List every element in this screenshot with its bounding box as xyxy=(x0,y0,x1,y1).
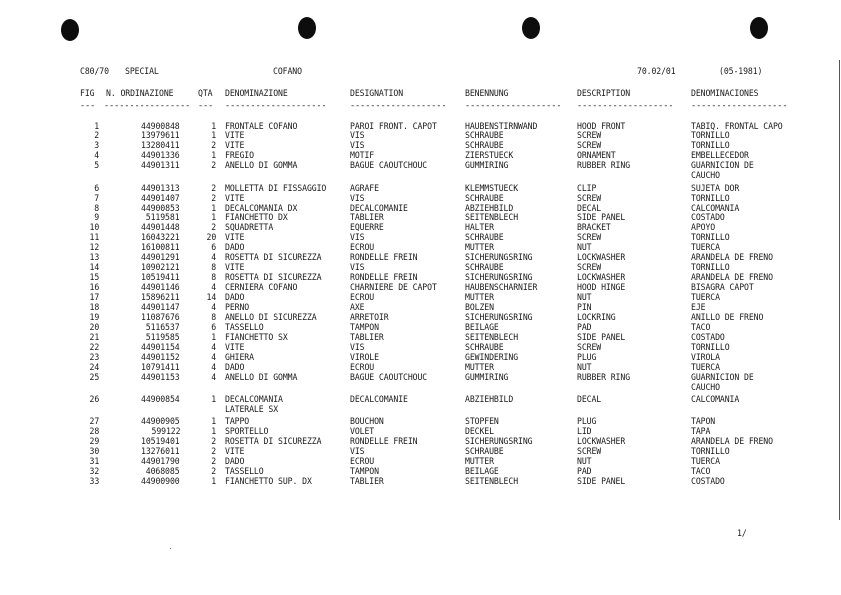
spanish-name: TUERCA xyxy=(691,243,720,253)
fig-number: 17 xyxy=(89,293,99,303)
italian-name: MOLLETTA DI FISSAGGIO xyxy=(225,184,327,194)
english-name: PLUG xyxy=(577,353,597,363)
italian-name: FIANCHETTO SUP. DX xyxy=(225,477,312,487)
english-name: DECAL xyxy=(577,204,602,214)
part-number: 44901146 xyxy=(141,283,180,293)
quantity: 2 xyxy=(211,141,216,151)
english-name: SCREW xyxy=(577,343,602,353)
french-name: VIS xyxy=(350,263,365,273)
italian-name: DECALCOMANIA xyxy=(225,395,283,405)
model-code: C80/70 xyxy=(80,67,109,77)
german-name: GUMMIRING xyxy=(465,161,509,171)
english-name: RUBBER RING xyxy=(577,161,631,171)
english-name: SCREW xyxy=(577,233,602,243)
italian-name: DADO xyxy=(225,363,245,373)
english-name: HOOD HINGE xyxy=(577,283,626,293)
italian-name: FRONTALE COFANO xyxy=(225,122,298,132)
part-number: 10902121 xyxy=(141,263,180,273)
french-name: MOTIF xyxy=(350,151,375,161)
french-name: ECROU xyxy=(350,243,375,253)
german-name: BEILAGE xyxy=(465,323,499,333)
quantity: 1 xyxy=(211,395,216,405)
quantity: 1 xyxy=(211,213,216,223)
italian-name: ANELLO DI SICUREZZA xyxy=(225,313,317,323)
quantity: 4 xyxy=(211,363,216,373)
english-name: SCREW xyxy=(577,141,602,151)
german-name: MUTTER xyxy=(465,457,494,467)
english-name: DECAL xyxy=(577,395,602,405)
spanish-name: TABIQ. FRONTAL CAPO xyxy=(691,122,783,132)
spanish-name: SUJETA DOR xyxy=(691,184,740,194)
spanish-name: COSTADO xyxy=(691,213,725,223)
french-name: ECROU xyxy=(350,293,375,303)
spanish-name: BISAGRA CAPOT xyxy=(691,283,754,293)
german-name: SCHRAUBE xyxy=(465,194,504,204)
col-italian: DENOMINAZIONE xyxy=(225,89,288,99)
quantity: 1 xyxy=(211,427,216,437)
quantity: 2 xyxy=(211,161,216,171)
italian-name: TAPPO xyxy=(225,417,250,427)
italian-name: VITE xyxy=(225,131,245,141)
quantity: 2 xyxy=(211,467,216,477)
fig-number: 1 xyxy=(94,122,99,132)
french-name: TAMPON xyxy=(350,467,379,477)
german-name: SICHERUNGSRING xyxy=(465,313,533,323)
quantity: 1 xyxy=(211,151,216,161)
italian-name: FIANCHETTO SX xyxy=(225,333,288,343)
italian-name: DADO xyxy=(225,457,245,467)
italian-name: ANELLO DI GOMMA xyxy=(225,373,298,383)
fig-number: 8 xyxy=(94,204,99,214)
english-name: LOCKWASHER xyxy=(577,437,626,447)
spanish-name-continued: CAUCHO xyxy=(691,383,720,393)
quantity: 2 xyxy=(211,447,216,457)
spanish-name: TACO xyxy=(691,323,711,333)
part-number: 44901790 xyxy=(141,457,180,467)
part-number: 4068085 xyxy=(146,467,180,477)
italian-name: SQUADRETTA xyxy=(225,223,274,233)
part-number: 44900900 xyxy=(141,477,180,487)
fig-number: 3 xyxy=(94,141,99,151)
german-name: KLEMMSTUECK xyxy=(465,184,519,194)
fig-number: 31 xyxy=(89,457,99,467)
quantity: 2 xyxy=(211,437,216,447)
punch-hole-1 xyxy=(61,19,79,41)
french-name: BOUCHON xyxy=(350,417,384,427)
italian-name: PERNO xyxy=(225,303,250,313)
fig-number: 11 xyxy=(89,233,99,243)
german-name: ZIERSTUECK xyxy=(465,151,514,161)
part-number: 13979611 xyxy=(141,131,180,141)
english-name: LOCKWASHER xyxy=(577,273,626,283)
french-name: ECROU xyxy=(350,363,375,373)
french-name: VIS xyxy=(350,131,365,141)
fig-number: 16 xyxy=(89,283,99,293)
french-name: TABLIER xyxy=(350,213,384,223)
spanish-name: VIROLA xyxy=(691,353,720,363)
quantity: 4 xyxy=(211,373,216,383)
quantity: 4 xyxy=(211,253,216,263)
spanish-name: TORNILLO xyxy=(691,194,730,204)
rule-english: ------------------- xyxy=(577,101,674,111)
spanish-name: GUARNICION DE xyxy=(691,161,754,171)
italian-name: VITE xyxy=(225,343,245,353)
quantity: 8 xyxy=(211,273,216,283)
english-name: PLUG xyxy=(577,417,597,427)
french-name: ECROU xyxy=(350,457,375,467)
group-code: 70.02/01 xyxy=(637,67,676,77)
english-name: NUT xyxy=(577,457,592,467)
fig-number: 26 xyxy=(89,395,99,405)
italian-name: TASSELLO xyxy=(225,467,264,477)
fig-number: 4 xyxy=(94,151,99,161)
english-name: NUT xyxy=(577,363,592,373)
fig-number: 14 xyxy=(89,263,99,273)
part-number: 5119581 xyxy=(146,213,180,223)
german-name: SICHERUNGSRING xyxy=(465,273,533,283)
spanish-name: ANILLO DE FRENO xyxy=(691,313,764,323)
part-number: 44901407 xyxy=(141,194,180,204)
spanish-name: COSTADO xyxy=(691,333,725,343)
part-number: 44901313 xyxy=(141,184,180,194)
german-name: SCHRAUBE xyxy=(465,233,504,243)
english-name: RUBBER RING xyxy=(577,373,631,383)
quantity: 2 xyxy=(211,223,216,233)
quantity: 8 xyxy=(211,263,216,273)
special-label: SPECIAL xyxy=(125,67,159,77)
fig-number: 32 xyxy=(89,467,99,477)
german-name: BEILAGE xyxy=(465,467,499,477)
fig-number: 15 xyxy=(89,273,99,283)
german-name: SICHERUNGSRING xyxy=(465,253,533,263)
english-name: LID xyxy=(577,427,592,437)
punch-hole-3 xyxy=(522,17,540,39)
french-name: DECALCOMANIE xyxy=(350,395,408,405)
italian-name: VITE xyxy=(225,141,245,151)
punch-hole-2 xyxy=(298,17,316,39)
english-name: SIDE PANEL xyxy=(577,333,626,343)
english-name: BRACKET xyxy=(577,223,611,233)
quantity: 1 xyxy=(211,131,216,141)
part-number: 44901448 xyxy=(141,223,180,233)
rule-quantity: --- xyxy=(198,101,214,111)
fig-number: 6 xyxy=(94,184,99,194)
fig-number: 9 xyxy=(94,213,99,223)
rule-german: ------------------- xyxy=(465,101,562,111)
rule-part-number: ----------------- xyxy=(104,101,191,111)
german-name: HAUBENSTIRNWAND xyxy=(465,122,538,132)
spanish-name: GUARNICION DE xyxy=(691,373,754,383)
part-number: 15896211 xyxy=(141,293,180,303)
part-number: 16100811 xyxy=(141,243,180,253)
english-name: SCREW xyxy=(577,447,602,457)
french-name: EQUERRE xyxy=(350,223,384,233)
col-quantity: QTA xyxy=(198,89,213,99)
rule-french: ------------------- xyxy=(350,101,447,111)
fig-number: 23 xyxy=(89,353,99,363)
italian-name: VITE xyxy=(225,447,245,457)
french-name: CHARNIERE DE CAPOT xyxy=(350,283,437,293)
spanish-name: TORNILLO xyxy=(691,263,730,273)
english-name: PAD xyxy=(577,323,592,333)
quantity: 1 xyxy=(211,333,216,343)
german-name: HALTER xyxy=(465,223,494,233)
german-name: BOLZEN xyxy=(465,303,494,313)
part-number: 16043221 xyxy=(141,233,180,243)
english-name: ORNAMENT xyxy=(577,151,616,161)
english-name: PIN xyxy=(577,303,592,313)
part-number: 10519411 xyxy=(141,273,180,283)
german-name: ABZIEHBILD xyxy=(465,395,514,405)
quantity: 14 xyxy=(206,293,216,303)
spanish-name: TUERCA xyxy=(691,363,720,373)
italian-name: ROSETTA DI SICUREZZA xyxy=(225,437,322,447)
part-number: 599122 xyxy=(151,427,180,437)
quantity: 4 xyxy=(211,303,216,313)
french-name: TAMPON xyxy=(350,323,379,333)
quantity: 4 xyxy=(211,343,216,353)
german-name: SEITENBLECH xyxy=(465,477,519,487)
french-name: VIROLE xyxy=(350,353,379,363)
english-name: NUT xyxy=(577,243,592,253)
french-name: TABLIER xyxy=(350,477,384,487)
french-name: PAROI FRONT. CAPOT xyxy=(350,122,437,132)
german-name: SCHRAUBE xyxy=(465,131,504,141)
german-name: SEITENBLECH xyxy=(465,333,519,343)
part-number: 44901311 xyxy=(141,161,180,171)
quantity: 1 xyxy=(211,122,216,132)
part-number: 44901154 xyxy=(141,343,180,353)
part-number: 44901291 xyxy=(141,253,180,263)
spanish-name: ARANDELA DE FRENO xyxy=(691,273,773,283)
spanish-name: COSTADO xyxy=(691,477,725,487)
fig-number: 18 xyxy=(89,303,99,313)
french-name: AXE xyxy=(350,303,365,313)
french-name: BAGUE CAOUTCHOUC xyxy=(350,373,428,383)
part-number: 44901152 xyxy=(141,353,180,363)
quantity: 4 xyxy=(211,283,216,293)
german-name: DECKEL xyxy=(465,427,494,437)
spanish-name: TUERCA xyxy=(691,457,720,467)
punch-hole-4 xyxy=(750,17,768,39)
col-fig: FIG xyxy=(80,89,95,99)
fig-number: 21 xyxy=(89,333,99,343)
fig-number: 2 xyxy=(94,131,99,141)
fig-number: 30 xyxy=(89,447,99,457)
italian-name: GHIERA xyxy=(225,353,254,363)
italian-name: CERNIERA COFANO xyxy=(225,283,298,293)
german-name: SCHRAUBE xyxy=(465,447,504,457)
fig-number: 29 xyxy=(89,437,99,447)
english-name: LOCKRING xyxy=(577,313,616,323)
italian-name: DADO xyxy=(225,243,245,253)
group-title: COFANO xyxy=(273,67,302,77)
german-name: SCHRAUBE xyxy=(465,141,504,151)
spanish-name: ARANDELA DE FRENO xyxy=(691,253,773,263)
spanish-name-continued: CAUCHO xyxy=(691,171,720,181)
part-number: 44900853 xyxy=(141,204,180,214)
english-name: SIDE PANEL xyxy=(577,477,626,487)
french-name: VIS xyxy=(350,194,365,204)
english-name: CLIP xyxy=(577,184,597,194)
fig-number: 13 xyxy=(89,253,99,263)
french-name: TABLIER xyxy=(350,333,384,343)
part-number: 44901153 xyxy=(141,373,180,383)
french-name: BAGUE CAOUTCHOUC xyxy=(350,161,428,171)
fig-number: 33 xyxy=(89,477,99,487)
quantity: 2 xyxy=(211,194,216,204)
german-name: HAUBENSCHARNIER xyxy=(465,283,538,293)
part-number: 44900848 xyxy=(141,122,180,132)
english-name: SIDE PANEL xyxy=(577,213,626,223)
german-name: GUMMIRING xyxy=(465,373,509,383)
spanish-name: EJE xyxy=(691,303,706,313)
spanish-name: ARANDELA DE FRENO xyxy=(691,437,773,447)
spanish-name: CALCOMANIA xyxy=(691,395,740,405)
quantity: 1 xyxy=(211,204,216,214)
italian-name: ROSETTA DI SICUREZZA xyxy=(225,253,322,263)
part-number: 5116537 xyxy=(146,323,180,333)
col-german: BENENNUNG xyxy=(465,89,509,99)
fig-number: 12 xyxy=(89,243,99,253)
italian-name: VITE xyxy=(225,194,245,204)
french-name: VIS xyxy=(350,343,365,353)
part-number: 44901147 xyxy=(141,303,180,313)
part-number: 11087676 xyxy=(141,313,180,323)
french-name: VOLET xyxy=(350,427,375,437)
part-number: 13276011 xyxy=(141,447,180,457)
french-name: AGRAFE xyxy=(350,184,379,194)
spanish-name: TORNILLO xyxy=(691,131,730,141)
part-number: 13280411 xyxy=(141,141,180,151)
fig-number: 28 xyxy=(89,427,99,437)
italian-name: ROSETTA DI SICUREZZA xyxy=(225,273,322,283)
english-name: SCREW xyxy=(577,131,602,141)
french-name: ARRETOIR xyxy=(350,313,389,323)
french-name: RONDELLE FREIN xyxy=(350,437,418,447)
spanish-name: TORNILLO xyxy=(691,447,730,457)
part-number: 5119585 xyxy=(146,333,180,343)
scan-speck xyxy=(170,548,171,549)
quantity: 6 xyxy=(211,243,216,253)
fig-number: 19 xyxy=(89,313,99,323)
italian-name: VITE xyxy=(225,233,245,243)
quantity: 2 xyxy=(211,457,216,467)
german-name: MUTTER xyxy=(465,243,494,253)
quantity: 8 xyxy=(211,313,216,323)
quantity: 4 xyxy=(211,353,216,363)
part-number: 10791411 xyxy=(141,363,180,373)
fig-number: 20 xyxy=(89,323,99,333)
spanish-name: EMBELLECEDOR xyxy=(691,151,749,161)
fig-number: 25 xyxy=(89,373,99,383)
fig-number: 5 xyxy=(94,161,99,171)
english-name: NUT xyxy=(577,293,592,303)
german-name: SCHRAUBE xyxy=(465,263,504,273)
fig-number: 24 xyxy=(89,363,99,373)
part-number: 44900905 xyxy=(141,417,180,427)
english-name: SCREW xyxy=(577,194,602,204)
rule-spanish: ------------------- xyxy=(691,101,788,111)
english-name: HOOD FRONT xyxy=(577,122,626,132)
italian-name: ANELLO DI GOMMA xyxy=(225,161,298,171)
quantity: 20 xyxy=(206,233,216,243)
fig-number: 27 xyxy=(89,417,99,427)
german-name: STOPFEN xyxy=(465,417,499,427)
part-number: 44901336 xyxy=(141,151,180,161)
german-name: SICHERUNGSRING xyxy=(465,437,533,447)
italian-name: TASSELLO xyxy=(225,323,264,333)
quantity: 1 xyxy=(211,417,216,427)
english-name: SCREW xyxy=(577,263,602,273)
german-name: ABZIEHBILD xyxy=(465,204,514,214)
english-name: LOCKWASHER xyxy=(577,253,626,263)
italian-name-continued: LATERALE SX xyxy=(225,405,279,415)
spanish-name: APOYO xyxy=(691,223,716,233)
french-name: VIS xyxy=(350,447,365,457)
german-name: MUTTER xyxy=(465,363,494,373)
german-name: SCHRAUBE xyxy=(465,343,504,353)
col-english: DESCRIPTION xyxy=(577,89,631,99)
page-number: 1/ xyxy=(737,529,747,539)
italian-name: VITE xyxy=(225,263,245,273)
german-name: SEITENBLECH xyxy=(465,213,519,223)
french-name: RONDELLE FREIN xyxy=(350,253,418,263)
french-name: VIS xyxy=(350,141,365,151)
spanish-name: TUERCA xyxy=(691,293,720,303)
french-name: DECALCOMANIE xyxy=(350,204,408,214)
col-french: DESIGNATION xyxy=(350,89,404,99)
italian-name: DADO xyxy=(225,293,245,303)
italian-name: FIANCHETTO DX xyxy=(225,213,288,223)
edition-date: (05-1981) xyxy=(719,67,763,77)
spanish-name: CALCOMANIA xyxy=(691,204,740,214)
page-edge-line xyxy=(839,60,840,520)
french-name: RONDELLE FREIN xyxy=(350,273,418,283)
french-name: VIS xyxy=(350,233,365,243)
italian-name: FREGIO xyxy=(225,151,254,161)
col-spanish: DENOMINACIONES xyxy=(691,89,759,99)
spanish-name: TACO xyxy=(691,467,711,477)
italian-name: SPORTELLO xyxy=(225,427,269,437)
italian-name: DECALCOMANIA DX xyxy=(225,204,298,214)
quantity: 1 xyxy=(211,477,216,487)
german-name: MUTTER xyxy=(465,293,494,303)
fig-number: 22 xyxy=(89,343,99,353)
spanish-name: TAPA xyxy=(691,427,711,437)
german-name: GEWINDERING xyxy=(465,353,519,363)
col-part-number: N. ORDINAZIONE xyxy=(106,89,174,99)
fig-number: 7 xyxy=(94,194,99,204)
part-number: 44900854 xyxy=(141,395,180,405)
spanish-name: TORNILLO xyxy=(691,141,730,151)
quantity: 6 xyxy=(211,323,216,333)
spanish-name: TAPON xyxy=(691,417,716,427)
rule-italian: -------------------- xyxy=(225,101,327,111)
fig-number: 10 xyxy=(89,223,99,233)
part-number: 10519401 xyxy=(141,437,180,447)
rule-fig: --- xyxy=(80,101,96,111)
english-name: PAD xyxy=(577,467,592,477)
spanish-name: TORNILLO xyxy=(691,343,730,353)
quantity: 2 xyxy=(211,184,216,194)
spanish-name: TORNILLO xyxy=(691,233,730,243)
